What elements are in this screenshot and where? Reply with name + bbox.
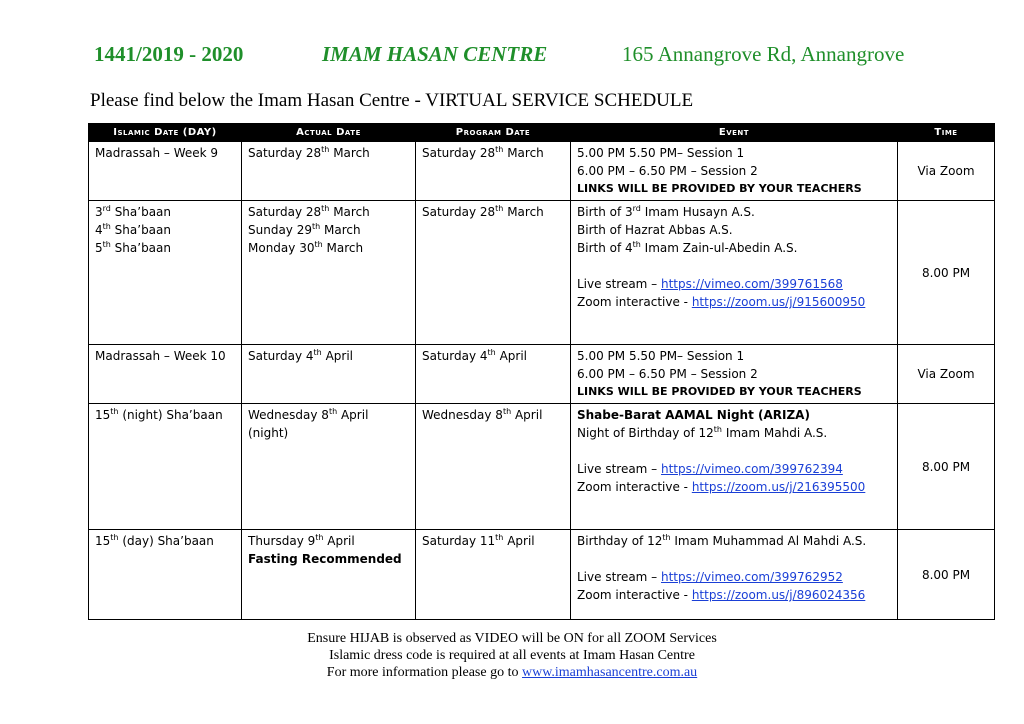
event-cell bbox=[571, 345, 898, 404]
program-date: Saturday 28th March bbox=[422, 204, 544, 219]
time-cell: 8.00 PM bbox=[898, 201, 995, 345]
live-stream-label: Live stream – bbox=[577, 462, 661, 476]
islamic-date: 15th (night) Sha’baan bbox=[95, 407, 223, 422]
col-header-actual-date: Actual Date bbox=[242, 124, 416, 142]
time-cell: Via Zoom bbox=[898, 142, 995, 201]
live-stream-label: Live stream – bbox=[577, 277, 661, 291]
zoom-link[interactable]: https://zoom.us/j/896024356 bbox=[691, 588, 866, 602]
islamic-date-cell bbox=[89, 201, 242, 345]
program-date-cell bbox=[416, 404, 571, 530]
col-header-program-date: Program Date bbox=[416, 124, 571, 142]
actual-date-note: Fasting Recommended bbox=[248, 552, 402, 566]
zoom-label: Zoom interactive - bbox=[577, 295, 692, 309]
program-date: Saturday 4th April bbox=[422, 348, 527, 363]
program-date: Saturday 11th April bbox=[422, 533, 535, 548]
islamic-date-cell bbox=[89, 142, 242, 201]
program-date: Wednesday 8th April bbox=[422, 407, 543, 422]
footer-dress-code-note: Islamic dress code is required at all events at Imam Hasan Centre bbox=[329, 648, 695, 663]
actual-date: Thursday 9th April bbox=[248, 533, 355, 548]
event-line: Birth of Hazrat Abbas A.S. bbox=[577, 223, 733, 237]
islamic-date-cell bbox=[89, 345, 242, 404]
event-line: Birth of 4th Imam Zain-ul-Abedin A.S. bbox=[577, 240, 798, 255]
actual-date: Saturday 28th March bbox=[248, 204, 370, 219]
zoom-line bbox=[577, 478, 891, 496]
table-row bbox=[89, 201, 995, 345]
event-line: 6.00 PM – 6.50 PM – Session 2 bbox=[577, 164, 758, 178]
footer-hijab-note: Ensure HIJAB is observed as VIDEO will be ON for all ZOOM Services bbox=[307, 631, 717, 646]
event-line: Birthday of 12th Imam Muhammad Al Mahdi A.S. bbox=[577, 533, 867, 548]
centre-address: 165 Annangrove Rd, Annangrove bbox=[622, 42, 905, 66]
footer-info-prefix: For more information please go to bbox=[326, 665, 522, 680]
program-date-cell bbox=[416, 201, 571, 345]
event-cell bbox=[571, 201, 898, 345]
live-stream-link[interactable]: https://vimeo.com/399762952 bbox=[661, 570, 843, 584]
event-cell bbox=[571, 142, 898, 201]
col-header-islamic-date: Islamic Date (DAY) bbox=[89, 124, 242, 142]
col-header-time: Time bbox=[898, 124, 995, 142]
islamic-date: Madrassah – Week 9 bbox=[95, 146, 219, 160]
actual-date: Saturday 4th April bbox=[248, 348, 353, 363]
schedule-table bbox=[88, 123, 995, 620]
zoom-link[interactable]: https://zoom.us/j/915600950 bbox=[691, 295, 866, 309]
col-header-event: Event bbox=[571, 124, 898, 142]
table-row bbox=[89, 530, 995, 620]
actual-date-cell bbox=[242, 201, 416, 345]
time-cell: Via Zoom bbox=[898, 345, 995, 404]
actual-date-cell bbox=[242, 142, 416, 201]
event-line: 6.00 PM – 6.50 PM – Session 2 bbox=[577, 367, 758, 381]
actual-date: Monday 30th March bbox=[248, 240, 364, 255]
event-note: LINKS WILL BE PROVIDED BY YOUR TEACHERS bbox=[577, 182, 862, 195]
centre-name: IMAM HASAN CENTRE bbox=[322, 42, 548, 66]
islamic-date-cell bbox=[89, 530, 242, 620]
actual-date-cell bbox=[242, 404, 416, 530]
event-title: Shabe-Barat AAMAL Night (ARIZA) bbox=[577, 408, 810, 422]
live-stream-line bbox=[577, 460, 891, 478]
islamic-date: 15th (day) Sha’baan bbox=[95, 533, 214, 548]
live-stream-line bbox=[577, 568, 891, 586]
islamic-date: 4th Sha’baan bbox=[95, 222, 171, 237]
actual-date-note: (night) bbox=[248, 426, 289, 440]
table-row bbox=[89, 345, 995, 404]
live-stream-link[interactable]: https://vimeo.com/399761568 bbox=[661, 277, 843, 291]
event-line: 5.00 PM 5.50 PM– Session 1 bbox=[577, 146, 745, 160]
event-line: 5.00 PM 5.50 PM– Session 1 bbox=[577, 349, 745, 363]
live-stream-label: Live stream – bbox=[577, 570, 661, 584]
islamic-date: 3rd Sha’baan bbox=[95, 204, 172, 219]
zoom-line bbox=[577, 586, 891, 604]
website-link[interactable]: www.imamhasancentre.com.au bbox=[521, 665, 698, 680]
event-cell bbox=[571, 404, 898, 530]
zoom-label: Zoom interactive - bbox=[577, 480, 692, 494]
actual-date-cell bbox=[242, 530, 416, 620]
time-cell: 8.00 PM bbox=[898, 404, 995, 530]
hijri-year: 1441/2019 - 2020 bbox=[94, 42, 244, 66]
zoom-link[interactable]: https://zoom.us/j/216395500 bbox=[691, 480, 866, 494]
program-date: Saturday 28th March bbox=[422, 145, 544, 160]
actual-date-cell bbox=[242, 345, 416, 404]
actual-date: Saturday 28th March bbox=[248, 145, 370, 160]
zoom-line bbox=[577, 293, 891, 311]
footer-info-line bbox=[0, 664, 1024, 681]
live-stream-line bbox=[577, 275, 891, 293]
islamic-date: 5th Sha’baan bbox=[95, 240, 171, 255]
table-row bbox=[89, 404, 995, 530]
actual-date: Wednesday 8th April bbox=[248, 407, 369, 422]
islamic-date: Madrassah – Week 10 bbox=[95, 349, 226, 363]
event-line: Birth of 3rd Imam Husayn A.S. bbox=[577, 204, 755, 219]
table-header-row bbox=[89, 124, 995, 142]
document-header bbox=[0, 42, 1024, 72]
event-cell bbox=[571, 530, 898, 620]
program-date-cell bbox=[416, 530, 571, 620]
event-line: Night of Birthday of 12th Imam Mahdi A.S. bbox=[577, 425, 828, 440]
event-note: LINKS WILL BE PROVIDED BY YOUR TEACHERS bbox=[577, 385, 862, 398]
islamic-date-cell bbox=[89, 404, 242, 530]
program-date-cell bbox=[416, 345, 571, 404]
time-cell: 8.00 PM bbox=[898, 530, 995, 620]
actual-date: Sunday 29th March bbox=[248, 222, 361, 237]
program-date-cell bbox=[416, 142, 571, 201]
live-stream-link[interactable]: https://vimeo.com/399762394 bbox=[661, 462, 843, 476]
intro-text: Please find below the Imam Hasan Centre - VIRTUAL SERVICE SCHEDULE bbox=[90, 90, 694, 111]
zoom-label: Zoom interactive - bbox=[577, 588, 692, 602]
footer bbox=[0, 630, 1024, 681]
table-row bbox=[89, 142, 995, 201]
